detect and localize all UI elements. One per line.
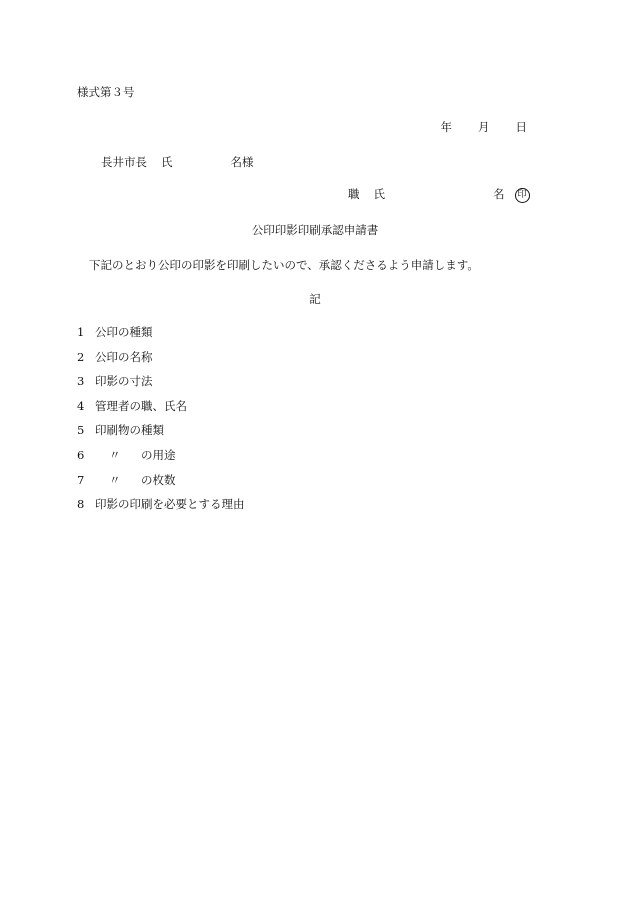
- item-label: 公印の種類: [95, 325, 153, 339]
- list-item: [77, 374, 245, 399]
- list-item: [77, 399, 245, 424]
- item-label: 印刷物の種類: [95, 423, 164, 438]
- applicant-name-label-2: 名: [493, 187, 505, 201]
- addressee-honorific: 名様: [230, 155, 254, 169]
- document-title: 公印印影印刷承認申請書: [251, 223, 379, 237]
- item-number: 3: [77, 374, 85, 389]
- list-item: [77, 497, 245, 522]
- item-list: [77, 325, 245, 522]
- list-item: [77, 350, 245, 375]
- item-number: 1: [77, 325, 85, 339]
- ditto-mark: 〃: [109, 447, 121, 462]
- item-label: 公印の名称: [95, 349, 153, 364]
- item-number: 5: [77, 423, 85, 438]
- item-label: の用途: [141, 447, 176, 462]
- list-item: [77, 473, 245, 498]
- addressee-shi: 氏: [161, 155, 173, 169]
- list-item: [77, 325, 245, 350]
- applicant-name-label-1: 氏: [373, 187, 385, 201]
- addressee-line: [101, 155, 254, 169]
- item-label: 印影の印刷を必要とする理由: [95, 497, 245, 512]
- date-day: 日: [515, 120, 527, 134]
- item-label: の枚数: [141, 472, 176, 487]
- seal-mark-icon: 印: [515, 188, 530, 203]
- date-year: 年: [440, 120, 452, 134]
- form-number: 様式第３号: [77, 85, 135, 99]
- body-text: 下記のとおり公印の印影を印刷したいので、承認くださるよう申請します。: [89, 258, 479, 272]
- item-number: 8: [77, 497, 85, 512]
- item-label: 印影の寸法: [95, 374, 153, 389]
- ditto-mark: 〃: [109, 472, 121, 487]
- list-item: [77, 448, 245, 473]
- addressee-name: 長井市長: [101, 155, 147, 169]
- item-label: 管理者の職、氏名: [95, 398, 187, 413]
- item-number: 6: [77, 447, 85, 462]
- date-line: [441, 120, 528, 134]
- date-month: 月: [478, 120, 490, 134]
- applicant-line: [348, 187, 530, 203]
- list-item: [77, 423, 245, 448]
- applicant-title-label: 職: [348, 187, 360, 201]
- item-number: 2: [77, 349, 85, 364]
- item-number: 7: [77, 472, 85, 487]
- item-number: 4: [77, 398, 85, 413]
- ki-heading: 記: [309, 292, 321, 306]
